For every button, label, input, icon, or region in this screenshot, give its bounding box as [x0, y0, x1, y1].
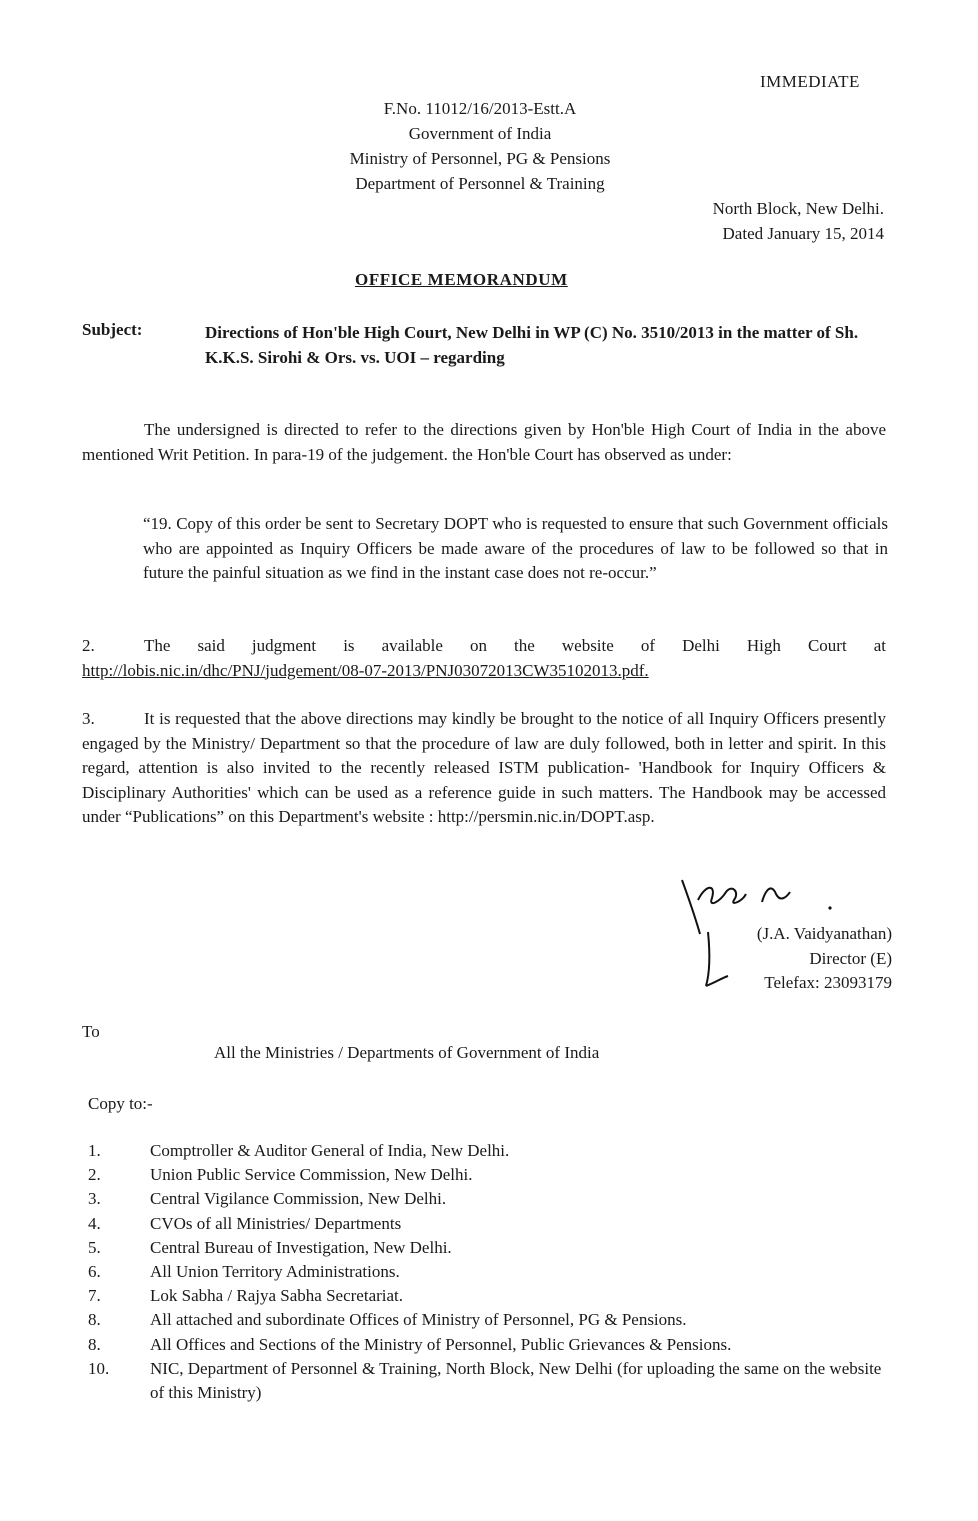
list-item-number: 6.: [88, 1262, 101, 1282]
list-item-text: Central Bureau of Investigation, New Delhi.: [150, 1237, 452, 1257]
paragraph-2: [82, 634, 886, 683]
government-name: Government of India: [408, 124, 552, 143]
list-item: [88, 1236, 898, 1260]
signatory-telefax: Telefax: 23093179: [764, 973, 892, 992]
list-item-text: All Offices and Sections of the Ministry of Personnel, Public Grievances & Pensions.: [150, 1334, 732, 1354]
file-number: F.No. 11012/16/2013-Estt.A: [383, 99, 577, 118]
list-item: [88, 1260, 898, 1284]
list-item-text: NIC, Department of Personnel & Training, North Block, New Delhi (for uploading the same on the website of this Ministry): [150, 1358, 882, 1403]
judgment-link[interactable]: http://lobis.nic.in/dhc/PNJ/judgement/08-07-2013/PNJ03072013CW35102013.pdf.: [82, 660, 649, 680]
place: North Block, New Delhi.: [712, 199, 884, 218]
list-item-number: 8.: [88, 1310, 101, 1330]
list-item-text: Lok Sabha / Rajya Sabha Secretariat.: [150, 1286, 404, 1306]
list-item-number: 3.: [88, 1189, 101, 1209]
list-item-text: Comptroller & Auditor General of India, New Delhi.: [150, 1141, 510, 1160]
subject-text: Directions of Hon'ble High Court, New Delhi in WP (C) No. 3510/2013 in the matter of Sh. K.K.S. Sirohi & Ors. vs. UOI – regarding: [205, 323, 859, 367]
list-item-text: CVOs of all Ministries/ Departments: [150, 1213, 402, 1233]
paragraph-3-number: 3.: [82, 709, 95, 728]
list-item: [88, 1187, 898, 1211]
priority-label: IMMEDIATE: [760, 72, 860, 91]
document-title: OFFICE MEMORANDUM: [355, 270, 568, 289]
list-item-text: All Union Territory Administrations.: [150, 1262, 400, 1282]
copy-to-list: [88, 1139, 898, 1405]
list-item: [88, 1163, 898, 1187]
to-label: To: [82, 1022, 100, 1041]
list-item-number: 8.: [88, 1334, 101, 1354]
signatory-designation: Director (E): [809, 948, 892, 968]
list-item: [88, 1212, 898, 1236]
place-date-block: [620, 196, 884, 246]
list-item: [88, 1333, 898, 1357]
copy-to-label: Copy to:-: [88, 1094, 153, 1113]
list-item-number: 7.: [88, 1286, 101, 1306]
paragraph-3: [82, 707, 886, 830]
list-item-number: 4.: [88, 1213, 101, 1233]
list-item-number: 1.: [88, 1141, 101, 1160]
signatory-name: (J.A. Vaidyanathan): [756, 924, 892, 943]
addressee-text: All the Ministries / Departments of Government of India: [214, 1043, 600, 1062]
list-item: [88, 1139, 898, 1163]
list-item-text: Central Vigilance Commission, New Delhi.: [150, 1189, 447, 1209]
paragraph-2-number: 2.: [82, 636, 95, 655]
list-item: [88, 1284, 898, 1308]
list-item-number: 10.: [88, 1358, 110, 1378]
list-item-text: Union Public Service Commission, New Delhi.: [150, 1165, 473, 1185]
subject-label: Subject:: [82, 320, 143, 339]
ministry-name: Ministry of Personnel, PG & Pensions: [349, 149, 611, 168]
court-quote: “19. Copy of this order be sent to Secretary DOPT who is requested to ensure that such Government officials who are appointed as Inquiry Officers be made aware of the procedures of law to be followed so that in future the painful situation as we find in the instant case does not re-occur.”: [143, 514, 888, 582]
list-item-number: 2.: [88, 1165, 101, 1185]
list-item-text: All attached and subordinate Offices of Ministry of Personnel, PG & Pensions.: [150, 1310, 687, 1330]
list-item-number: 5.: [88, 1237, 101, 1257]
paragraph-3-text: It is requested that the above directions may kindly be brought to the notice of all Inquiry Officers presently engaged by the Ministry/ Department so that the procedure of law are duly followed, both in letter and spirit. In this regard, attention is also invited to the recently released ISTM publication- 'Handbook for Inquiry Officers & Disciplinary Authorities' which can be used as a reference guide in such matters. The Handbook may be accessed under “Publications” on this Department's website : http://persmin.nic.in/DOPT.asp.: [82, 709, 886, 826]
paragraph-2-text: The said judgment is available on the website of Delhi High Court at: [144, 636, 886, 655]
date: Dated January 15, 2014: [722, 224, 884, 243]
list-item: [88, 1308, 898, 1332]
list-item: [88, 1357, 898, 1405]
signature-block: [700, 922, 892, 996]
department-name: Department of Personnel & Training: [355, 174, 605, 193]
paragraph-1: The undersigned is directed to refer to the directions given by Hon'ble High Court of India in the above mentioned Writ Petition. In para-19 of the judgement. the Hon'ble Court has observed as under:: [82, 420, 886, 464]
letterhead: [300, 96, 660, 196]
